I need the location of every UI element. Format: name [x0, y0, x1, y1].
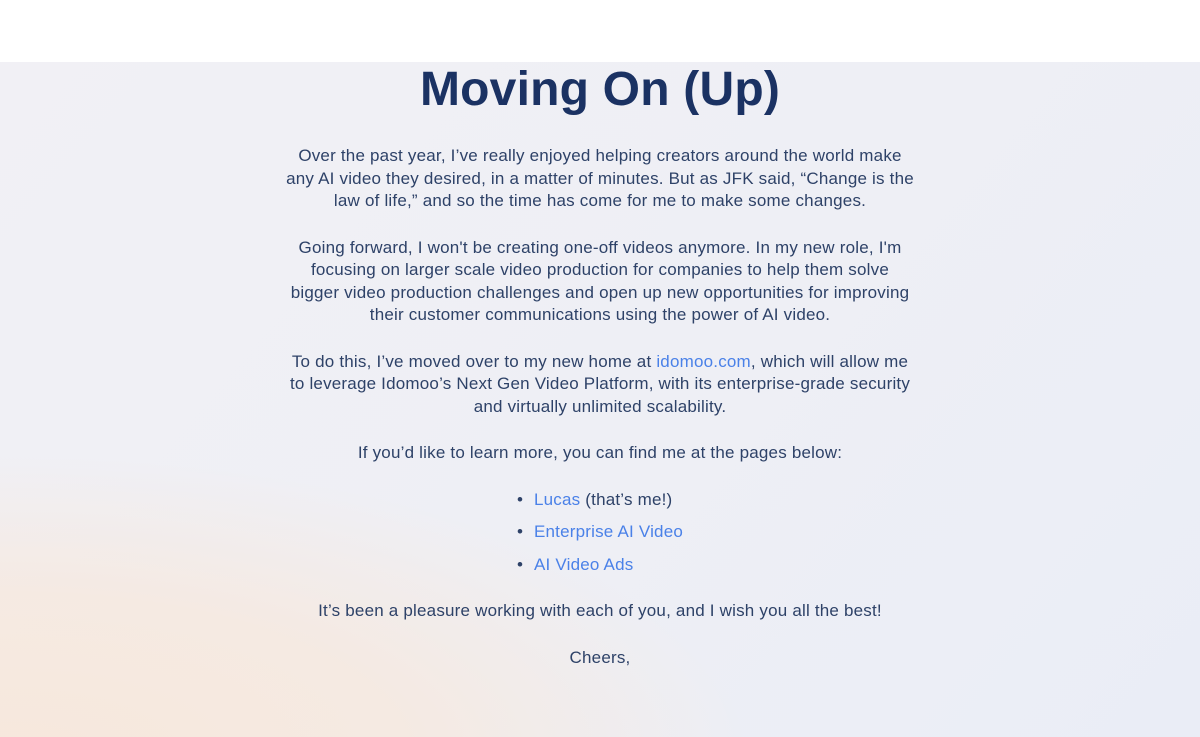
list-item-lucas: [517, 489, 683, 512]
pages-list: [517, 489, 683, 577]
text-line: bigger video production challenges and open up new opportunities for improving: [290, 282, 910, 302]
bullet-icon: •: [516, 489, 524, 509]
text-line: and virtually unlimited scalability.: [473, 396, 727, 416]
text-line: Going forward, I won't be creating one-off videos anymore. In my new role, I'm: [298, 237, 902, 257]
paragraph-idomoo: [280, 351, 920, 419]
list-item-ai-video-ads: [517, 554, 683, 577]
text-line: If you’d like to learn more, you can find me at the pages below:: [357, 443, 843, 463]
paragraph-farewell: [280, 600, 920, 623]
blog-post: [280, 62, 920, 669]
list-item-enterprise-ai-video: [517, 521, 683, 544]
text-segment: To do this, I’ve moved over to my new home at: [291, 351, 657, 371]
lucas-link[interactable]: Lucas: [533, 489, 581, 509]
text-segment: (that’s me!): [580, 489, 673, 509]
paragraph-new-role: [280, 237, 920, 327]
paragraph-intro: [280, 145, 920, 213]
paragraph-learn-more: [280, 442, 920, 465]
text-line: It’s been a pleasure working with each of you, and I wish you all the best!: [318, 601, 882, 621]
paragraph-cheers: [280, 647, 920, 670]
text-line: Cheers,: [569, 647, 631, 667]
text-segment: , which will allow me: [750, 351, 909, 371]
text-line: Over the past year, I’ve really enjoyed helping creators around the world make: [298, 146, 902, 166]
bullet-icon: •: [516, 522, 524, 542]
enterprise-ai-video-link[interactable]: Enterprise AI Video: [533, 522, 684, 542]
text-line: their customer communications using the power of AI video.: [369, 305, 831, 325]
text-line: to leverage Idomoo’s Next Gen Video Platform, with its enterprise-grade security: [289, 374, 911, 394]
text-line: any AI video they desired, in a matter of minutes. But as JFK said, “Change is the: [286, 168, 914, 188]
text-line: [280, 351, 920, 374]
bullet-icon: •: [516, 554, 524, 574]
page-title: Moving On (Up): [419, 63, 781, 116]
text-line: law of life,” and so the time has come for me to make some changes.: [333, 191, 867, 211]
page-background: [0, 62, 1200, 737]
text-line: focusing on larger scale video production for companies to help them solve: [310, 260, 889, 280]
ai-video-ads-link[interactable]: AI Video Ads: [533, 554, 634, 574]
idomoo-link[interactable]: idomoo.com: [656, 351, 751, 371]
